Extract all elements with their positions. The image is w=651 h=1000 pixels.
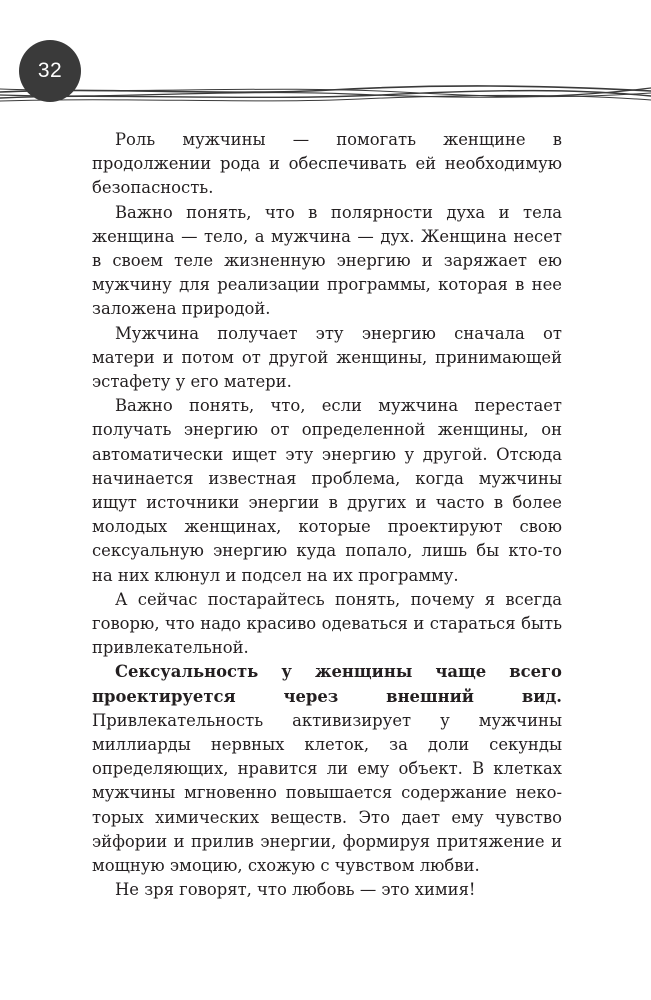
page-number: 32 [37, 59, 63, 82]
paragraph-3: Мужчина получает эту энергию сначала от матери и потом от другой женщины, принимающей эстафету у его матери. [92, 323, 562, 392]
paragraph-6-bold-lead: Сексуальность у женщины чаще всего проектируется через внешний вид. [92, 662, 562, 706]
header-decorative-lines [0, 70, 651, 110]
paragraph-1: Роль мужчины — помогать женщине в продолжении рода и обеспечивать ей необходимую безопасность. [92, 130, 562, 198]
page-number-badge [19, 40, 81, 102]
paragraph-2: Важно понять, что в полярности духа и тела женщина — тело, а мужчина — дух. Женщина несет в своем теле жизненную энергию и заряжает ею мужчину для реализации программы, которая в нее заложена природой. [92, 202, 562, 319]
paragraph-5: А сейчас постарайтесь понять, почему я всегда говорю, что надо красиво одеваться и стараться быть привлекательной. [92, 589, 562, 658]
paragraph-4: Важно понять, что, если мужчина перестает получать энергию от определенной женщины, он автоматически ищет эту энергию у другой. Отсюда начинается известная проблема, когда мужчины ищут источники энергии в других и часто в более молодых женщинах, которые проектируют свою сексуальную энергию куда попало, лишь бы кто-то на них клюнул и подсел на их программу. [92, 396, 562, 585]
paragraph-6 [92, 660, 562, 878]
paragraph-7: Не зря говорят, что любовь — это химия! [115, 880, 476, 900]
paragraph-6-text: Привлекательность активизирует у мужчины миллиарды нервных клеток, за доли секунды определяющих, нравится ли ему объект. В клетках мужчины мгновенно повышается содержание некоторых химических веществ. Это дает ему чувство эйфории и прилив энергии, формируя притяжение и мощную эмоцию, схожую с чувством любви. [92, 710, 562, 876]
article-text [92, 128, 562, 903]
